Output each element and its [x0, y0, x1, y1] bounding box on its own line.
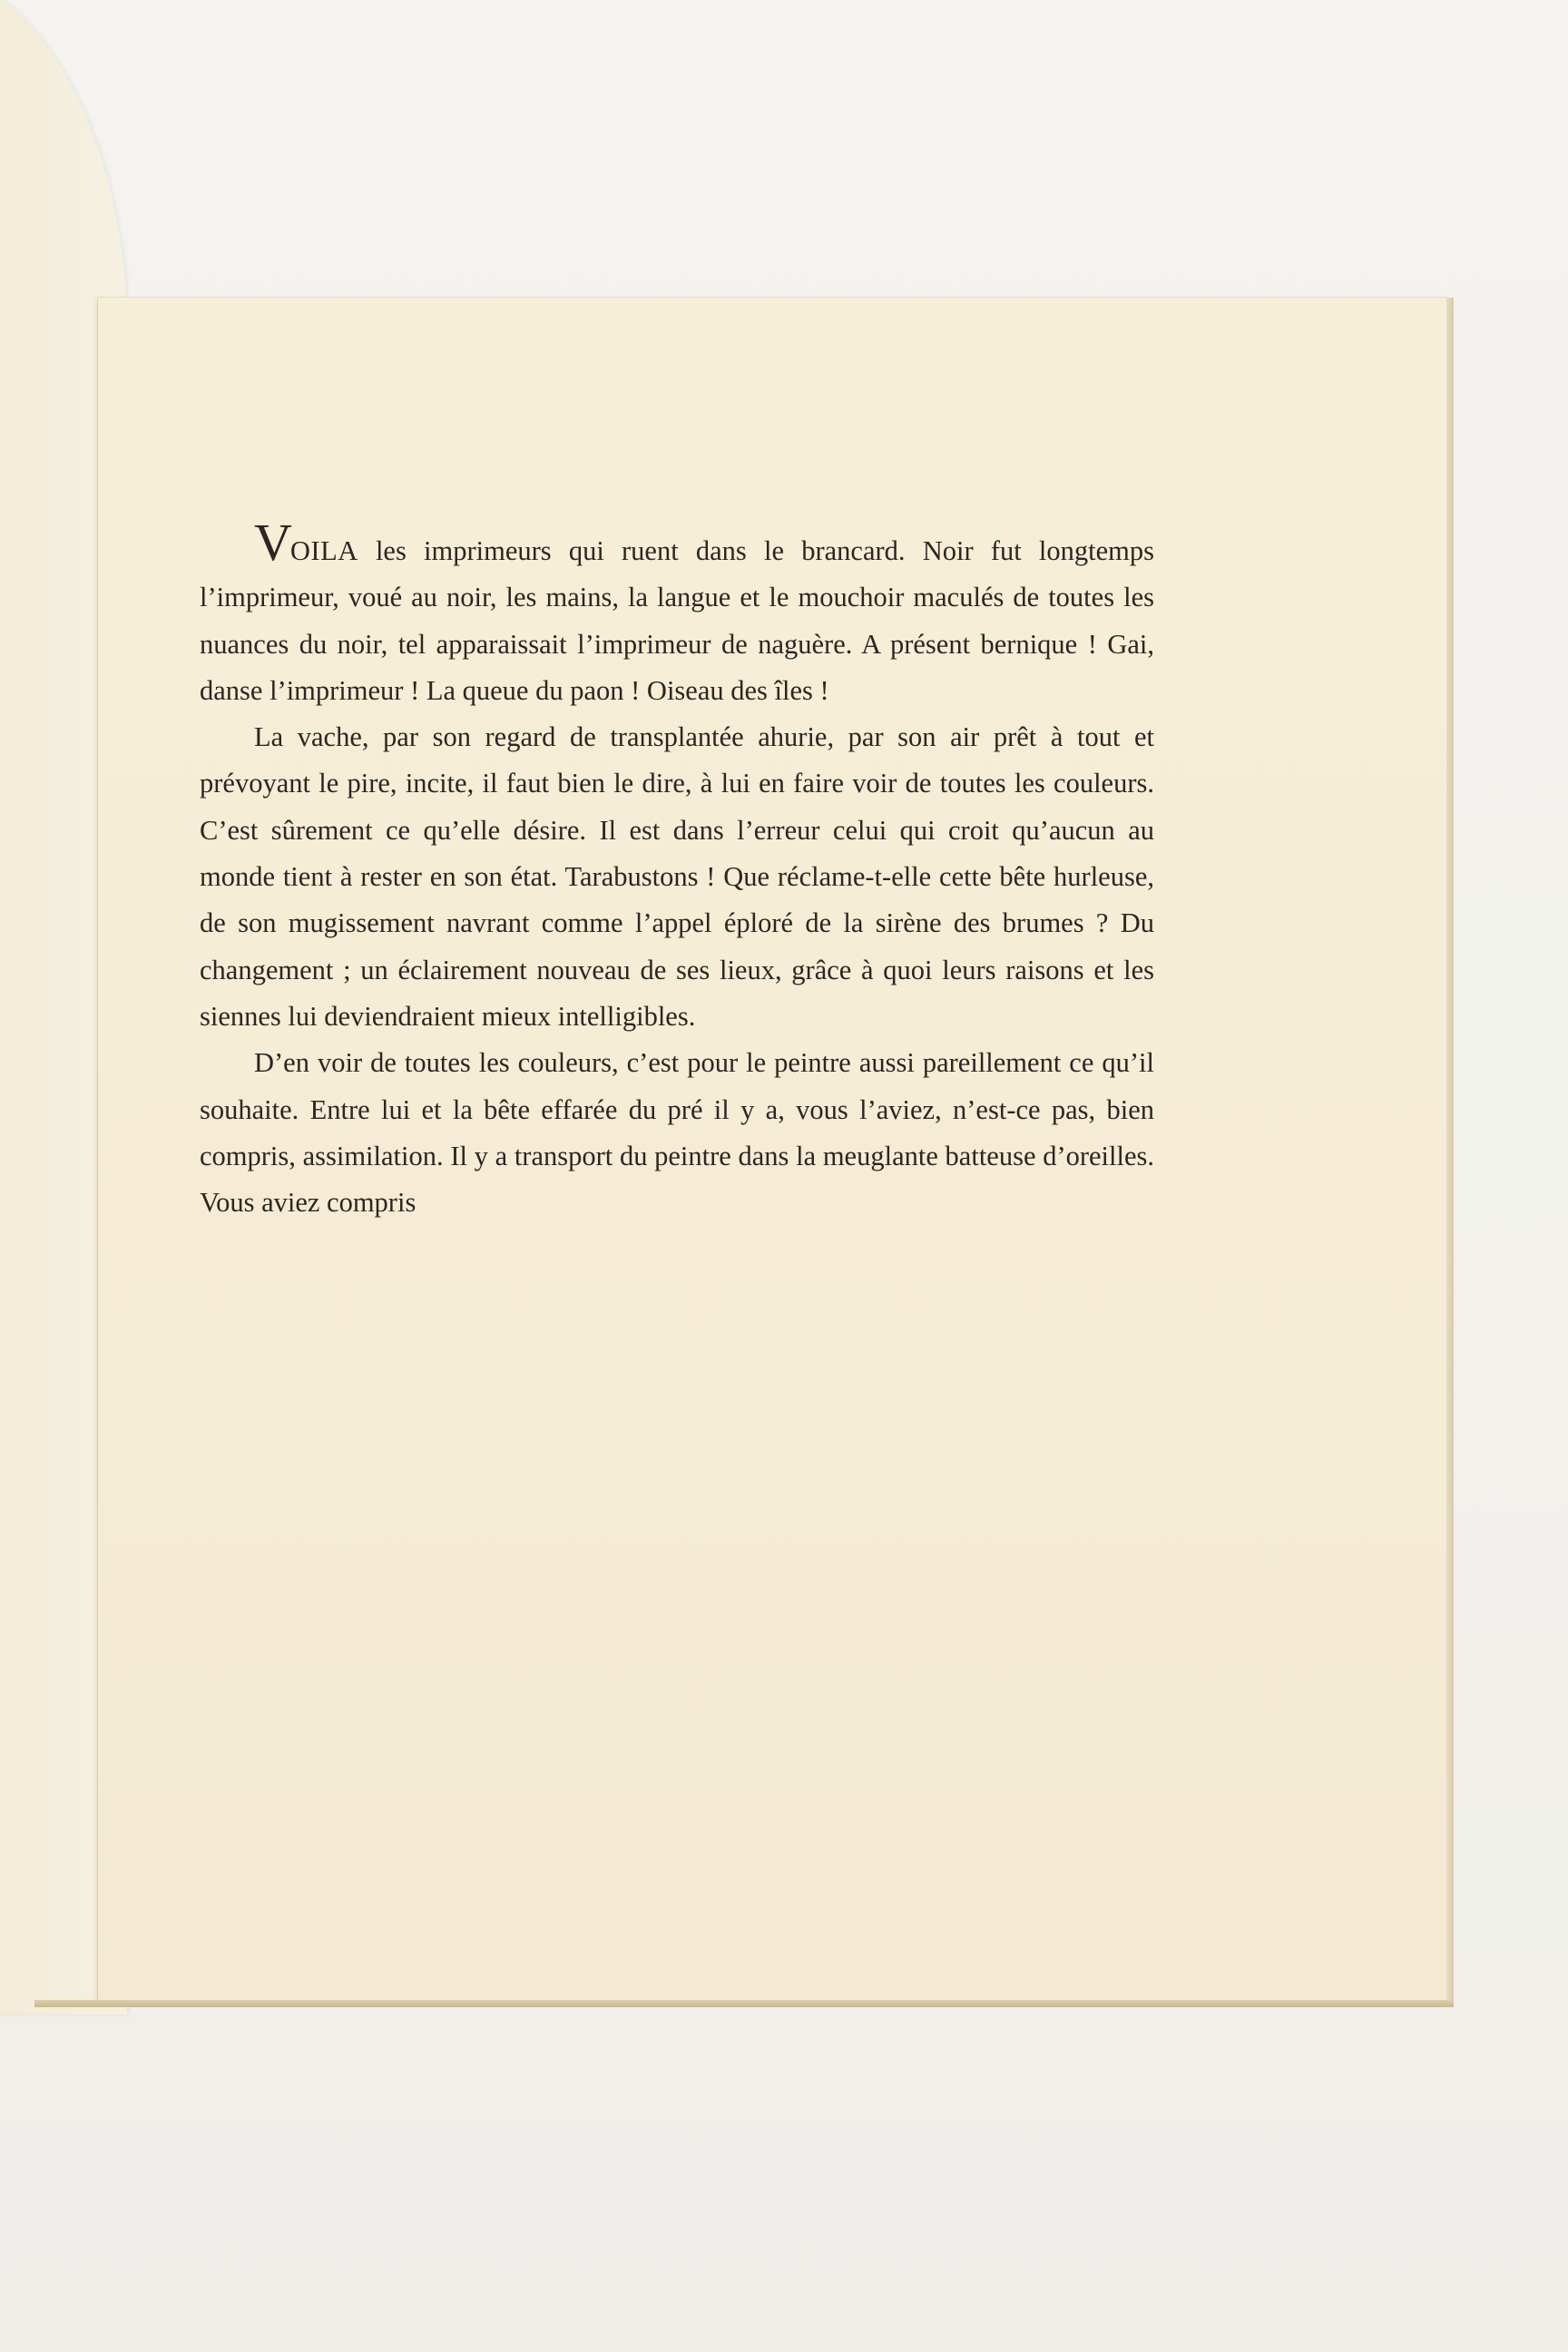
small-caps-lead: OILA — [289, 535, 358, 566]
paragraph-1 — [200, 513, 1154, 714]
drop-initial: V — [254, 513, 290, 572]
body-text — [200, 513, 1154, 1226]
paragraph-3 — [200, 1040, 1154, 1226]
paragraph-3-text: D’en voir de toutes les couleurs, c’est pour le peintre aussi pareillement ce qu’il souhaite. Entre lui et la bête effarée du pré il y a, vous l’aviez, n’est-ce pas, bien compris, assimilation. Il y a transport du peintre dans la meuglante batteuse d’oreilles. Vous aviez compris — [200, 1047, 1154, 1219]
paragraph-1-text: les imprimeurs qui ruent dans le brancard. Noir fut longtemps l’imprimeur, voué au noir, les mains, la langue et le mouchoir maculés de toutes les nuances du noir, tel apparaissait l’imprimeur de naguère. A présent bernique ! Gai, danse l’imprimeur ! La queue du paon ! Oiseau des îles ! — [200, 535, 1154, 706]
page-edge-right — [1446, 298, 1454, 2000]
paragraph-2-text: La vache, par son regard de transplantée ahurie, par son air prêt à tout et prévoyant le pire, incite, il faut bien le dire, à lui en faire voir de toutes les couleurs. C’est sûrement ce qu’elle désire. Il est dans l’erreur celui qui croit qu’aucun au monde tient à rester en son état. Tarabustons ! Que réclame-t-elle cette bête hurleuse, de son mugissement navrant comme l’appel éploré de la sirène des brumes ? Du changement ; un éclairement nouveau de ses lieux, grâce à quoi leurs raisons et les siennes lui deviendraient mieux intelligibles. — [200, 721, 1154, 1032]
page-edge-bottom — [34, 2000, 1454, 2007]
paragraph-2 — [200, 714, 1154, 1040]
